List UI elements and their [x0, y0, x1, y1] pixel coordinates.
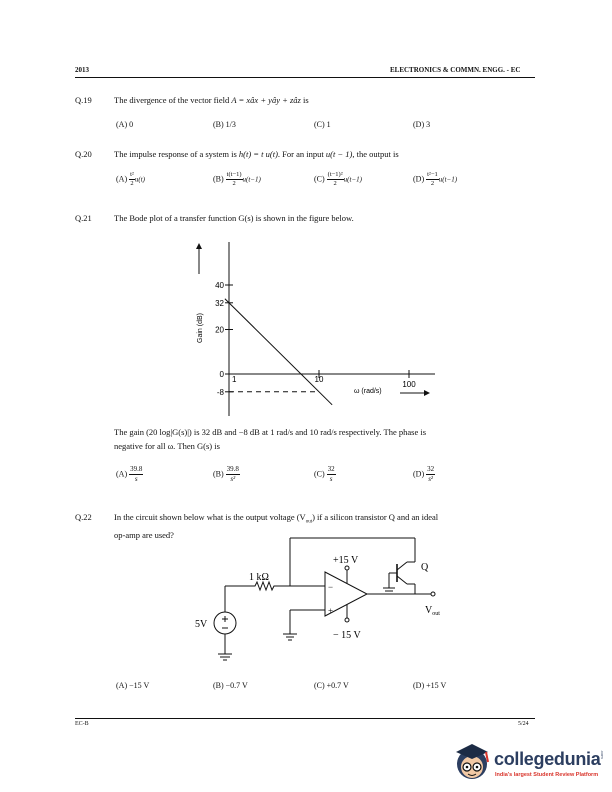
q22-option-c: (C) +0.7 V — [314, 681, 349, 690]
q20-option-b: (B) $\frac{t(t-1)}{2}$ u(t−1) — [213, 171, 261, 187]
x-tick-label: 100 — [402, 380, 416, 389]
q21-option-a: (A) $\frac{39.8}{s}$ — [116, 465, 143, 483]
q20-option-d: (D) $\frac{\text{t²−1}}{2}$ u(t−1) — [413, 171, 458, 187]
q21-option-b: (B) $\frac{39.8}{\text{s²}}$ — [213, 465, 239, 483]
opamp-minus: − — [328, 582, 334, 592]
q19-option-b: (B) 1/3 — [213, 120, 236, 129]
q20-text: The impulse response of a system is h(t) = t u(t). For an input u(t − 1), the output is — [114, 149, 399, 159]
vplus-label: +15 V — [333, 555, 359, 566]
q22-number: Q.22 — [75, 512, 92, 522]
brand-mascot-icon — [450, 742, 494, 782]
q21-option-d: (D) $\frac{32}{\text{s²}}$ — [413, 465, 435, 483]
y-tick-label: 40 — [215, 281, 224, 290]
q22-option-a: (A) −15 V — [116, 681, 150, 690]
q19-number: Q.19 — [75, 95, 92, 105]
exam-year: 2013 — [75, 66, 89, 74]
x-tick-label: 10 — [314, 375, 324, 384]
resistor-1k — [247, 582, 290, 590]
q22-option-d: (D) +15 V — [413, 681, 447, 690]
q19-field: A = xâx + yây + zâz — [231, 95, 301, 105]
brand-name: collegedunia — [494, 749, 601, 769]
q19-option-c: (C) 1 — [314, 120, 331, 129]
q21-number: Q.21 — [75, 213, 92, 223]
y-tick-label: 20 — [215, 325, 224, 335]
y-tick-label: 0 — [219, 370, 224, 379]
transistor-label: Q — [421, 562, 429, 573]
q20-option-a: (A) $\frac{\text{t²}}{2}$ u(t) — [116, 171, 145, 187]
source-label: 5V — [195, 619, 208, 630]
q19-option-d: (D) 3 — [413, 120, 431, 129]
opamp-plus: + — [328, 606, 334, 616]
voltage-source-5v — [214, 612, 236, 634]
vminus-label: − 15 V — [333, 630, 361, 641]
q21-text: The Bode plot of a transfer function G(s) is shown in the figure below. — [114, 213, 354, 223]
q20-input: u(t − 1) — [325, 149, 353, 159]
gain-line — [225, 299, 332, 405]
q20-option-c: (C) $\frac{\text{(t−1)²}}{2}$ u(t−1) — [314, 171, 363, 187]
x-tick-label: 1 — [232, 375, 237, 384]
y-tick-label: 32 — [215, 298, 224, 308]
x-axis-label: ω (rad/s) — [354, 388, 382, 395]
q19-text: The divergence of the vector field A = xâx + yây + zâz is — [114, 95, 309, 105]
circuit-diagram — [185, 530, 455, 670]
q22-option-b: (B) −0.7 V — [213, 681, 248, 690]
q22-text: In the circuit shown below what is the output voltage $(V_{out})$ if a silicon transistor Q and an ideal op-amp are used? — [114, 512, 439, 540]
footer-code: EC-B — [75, 721, 89, 727]
exam-subject: ELECTRONICS & COMMN. ENGG. - EC — [390, 66, 521, 74]
q19-option-a: (A) 0 — [116, 120, 134, 129]
q21-para-a: The gain (20 log|G(s)|) is 32 dB and −8 dB at 1 rad/s and 10 rad/s respectively. The phase is — [114, 427, 427, 437]
vout-label: $V_{out}$ — [425, 605, 440, 617]
q20-number: Q.20 — [75, 149, 92, 159]
footer-rule — [75, 718, 535, 719]
q20-hres: h(t) = t u(t) — [238, 149, 278, 159]
brand-tagline: India's largest Student Review Platform — [495, 772, 599, 778]
footer-page: 5/24 — [518, 721, 529, 727]
vout-terminal — [431, 592, 435, 596]
resistor-label: 1 kΩ — [249, 572, 269, 583]
brand-tm: .com — [600, 750, 605, 759]
q21-option-c: (C) $\frac{32}{s}$ — [314, 465, 335, 483]
header-rule — [75, 77, 535, 78]
y-axis-label: Gain (dB) — [197, 313, 204, 343]
y-tick-label: -8 — [216, 387, 224, 397]
q21-para-b: negative for all ω. Then G(s) is — [114, 441, 220, 451]
bode-plot — [185, 236, 445, 416]
